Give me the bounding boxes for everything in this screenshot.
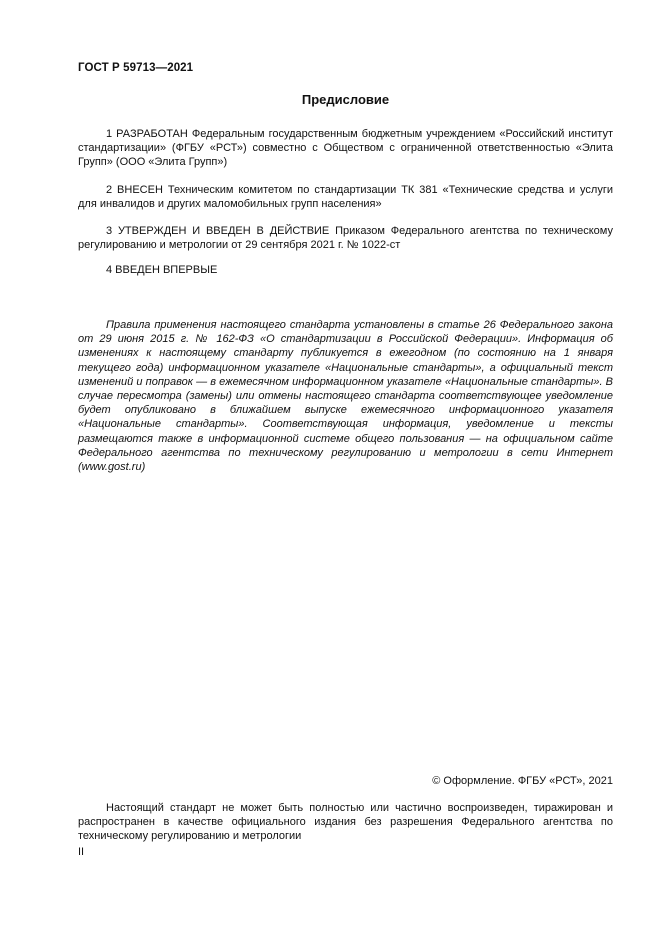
preface-item-4: 4 ВВЕДЕН ВПЕРВЫЕ	[106, 264, 218, 276]
preface-item-2: 2 ВНЕСЕН Техническим комитетом по стандартизации ТК 381 «Технические средства и услуги для инвалидов и других маломобильных групп населения»	[78, 184, 613, 211]
section-title: Предисловие	[301, 92, 390, 107]
page-number: II	[78, 846, 85, 858]
copyright-line: © Оформление. ФГБУ «РСТ», 2021	[432, 775, 613, 787]
preface-item-1: 1 РАЗРАБОТАН Федеральным государственным бюджетным учреждением «Российский институт стандартизации» (ФГБУ «РСТ») совместно с Обществом с ограниченной ответственностью «Элита Групп» (ООО «Элита Групп»)	[78, 128, 613, 169]
rights-notice: Настоящий стандарт не может быть полностью или частично воспроизведен, тиражирован и распространен в качестве официального издания без разрешения Федерального агентства по техническому регулированию и метрологии	[78, 802, 613, 843]
application-rules-note: Правила применения настоящего стандарта установлены в статье 26 Федерального закона от 29 июня 2015 г. № 162-ФЗ «О стандартизации в Российской Федерации». Информация об изменениях к настоящему стандарту публикуется в ежегодном (по состоянию на 1 января текущего года) информационном указателе «Национальные стандарты», а официальный текст изменений и поправок — в ежемесячном информационном указателе «Национальные стандарты». В случае пересмотра (замены) или отмены настоящего стандарта соответствующее уведомление будет опубликовано в ближайшем выпуске ежемесячного информационного указателя «Национальные стандарты». Соответствующая информация, уведомление и тексты размещаются также в информационной системе общего пользования — на официальном сайте Федерального агентства по техническому регулированию и метрологии в сети Интернет (www.gost.ru)	[78, 319, 613, 474]
standard-code: ГОСТ Р 59713—2021	[78, 62, 194, 74]
preface-item-3: 3 УТВЕРЖДЕН И ВВЕДЕН В ДЕЙСТВИЕ Приказом Федерального агентства по техническому регулированию и метрологии от 29 сентября 2021 г. № 1022-ст	[78, 225, 613, 252]
